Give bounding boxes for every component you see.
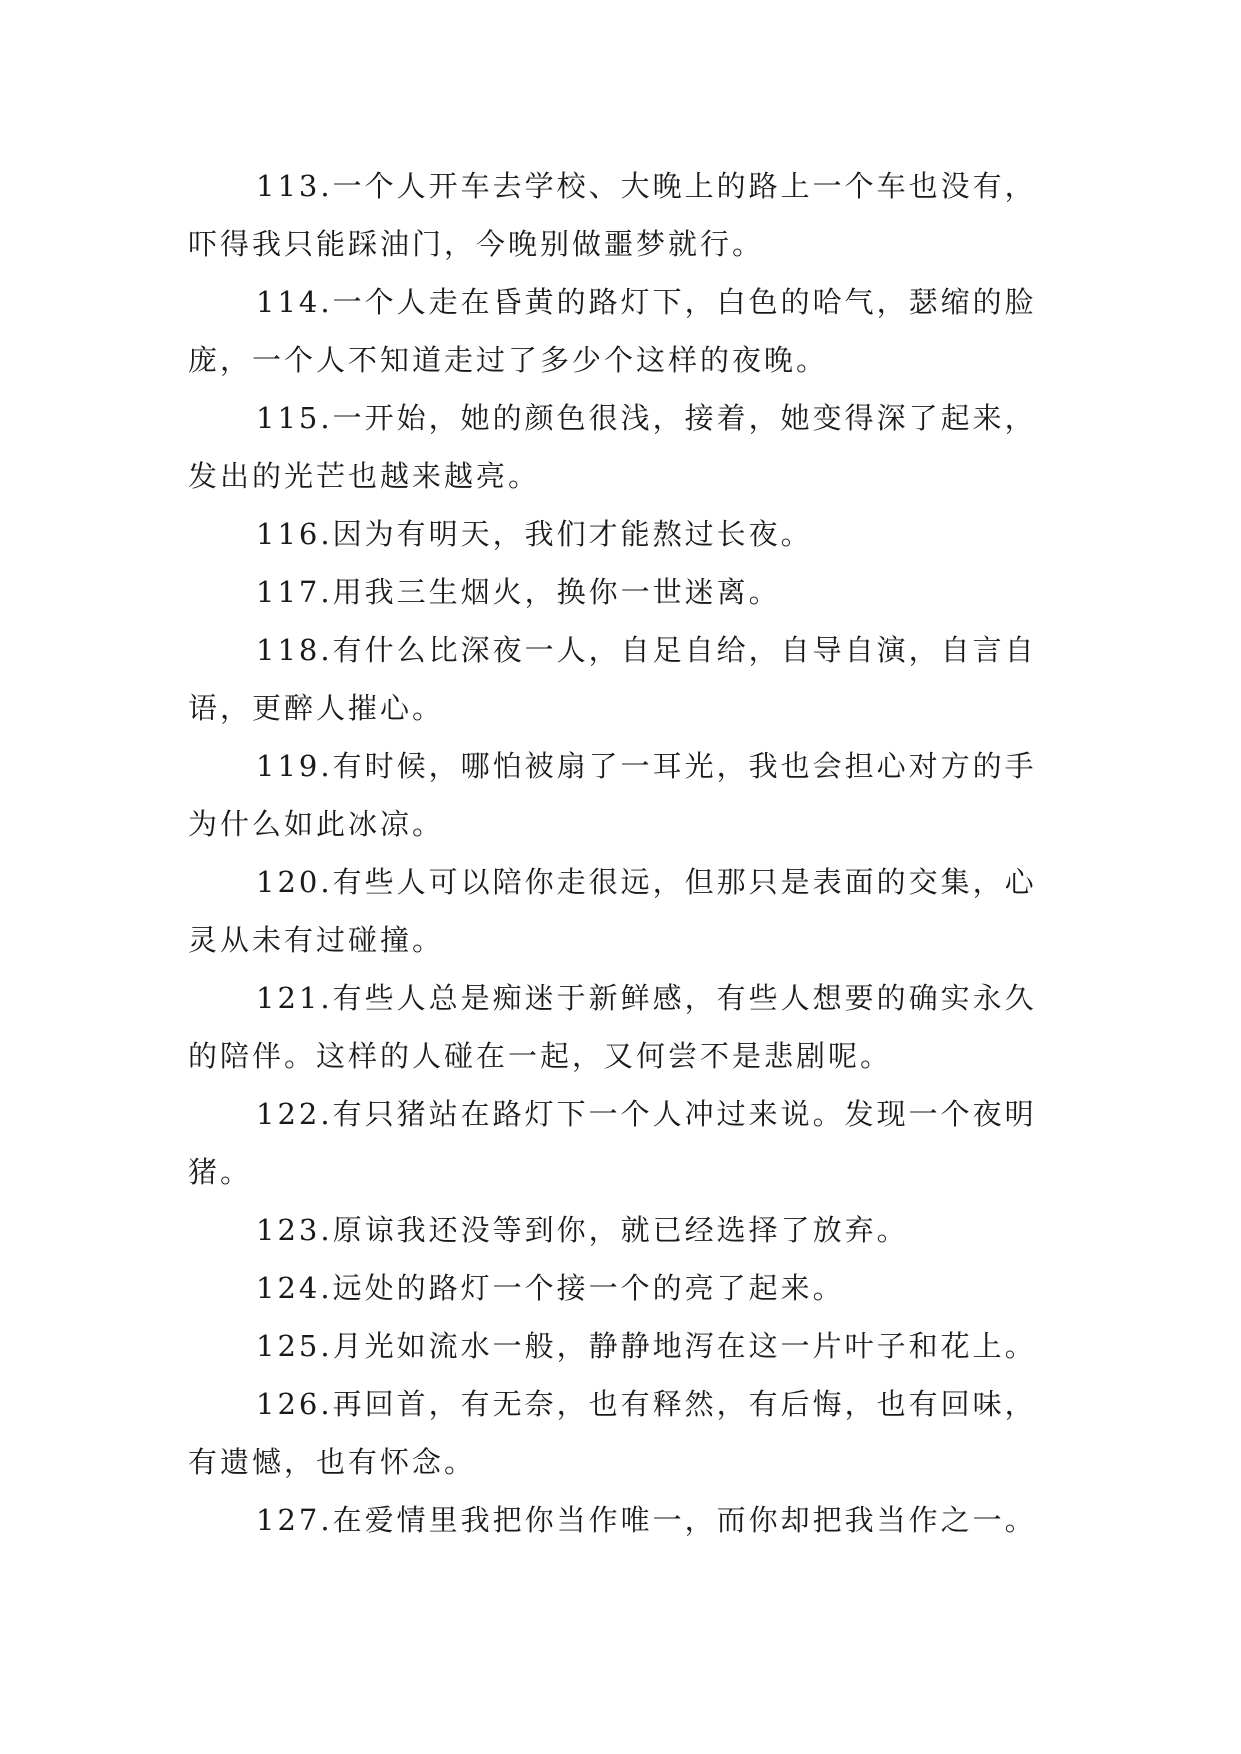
entry-text: 有些人可以陪你走很远，但那只是表面的交集，心灵从未有过碰撞。	[188, 865, 1037, 957]
quote-entry-117	[188, 563, 1068, 621]
entry-text: 有什么比深夜一人，自足自给，自导自演，自言自语，更醉人摧心。	[188, 633, 1037, 725]
quote-entry-126	[188, 1375, 1068, 1491]
entry-number: 123.	[256, 1213, 333, 1247]
quote-entry-121	[188, 969, 1068, 1085]
entry-text: 一个人开车去学校、大晚上的路上一个车也没有，吓得我只能踩油门，今晚别做噩梦就行。	[188, 169, 1037, 261]
quote-entry-124	[188, 1259, 1068, 1317]
entry-text: 一个人走在昏黄的路灯下，白色的哈气，瑟缩的脸庞，一个人不知道走过了多少个这样的夜晚。	[188, 285, 1037, 377]
entry-text: 有些人总是痴迷于新鲜感，有些人想要的确实永久的陪伴。这样的人碰在一起，又何尝不是悲剧呢。	[188, 981, 1037, 1073]
entry-text: 有只猪站在路灯下一个人冲过来说。发现一个夜明猪。	[188, 1097, 1037, 1189]
quote-entry-125	[188, 1317, 1068, 1375]
entry-number: 126.	[256, 1387, 333, 1421]
entry-number: 125.	[256, 1329, 333, 1363]
quote-entry-113	[188, 157, 1068, 273]
entry-text: 远处的路灯一个接一个的亮了起来。	[332, 1271, 845, 1305]
quote-entry-115	[188, 389, 1068, 505]
entry-number: 122.	[256, 1097, 333, 1131]
quote-entry-123	[188, 1201, 1068, 1259]
entry-number: 115.	[256, 401, 333, 435]
entry-number: 118.	[256, 633, 333, 667]
entry-number: 113.	[256, 169, 333, 203]
entry-number: 114.	[256, 285, 333, 319]
entry-text: 一开始，她的颜色很浅，接着，她变得深了起来，发出的光芒也越来越亮。	[188, 401, 1037, 493]
quote-entry-119	[188, 737, 1068, 853]
entry-text: 在爱情里我把你当作唯一，而你却把我当作之一。	[332, 1503, 1037, 1537]
entry-text: 有时候，哪怕被扇了一耳光，我也会担心对方的手为什么如此冰凉。	[188, 749, 1037, 841]
quote-entry-120	[188, 853, 1068, 969]
entry-text: 再回首，有无奈，也有释然，有后悔，也有回味，有遗憾，也有怀念。	[188, 1387, 1037, 1479]
entry-text: 原谅我还没等到你，就已经选择了放弃。	[332, 1213, 909, 1247]
quote-entry-122	[188, 1085, 1068, 1201]
quote-list	[188, 157, 1068, 1549]
quote-entry-127	[188, 1491, 1068, 1549]
entry-number: 127.	[256, 1503, 333, 1537]
quote-entry-116	[188, 505, 1068, 563]
entry-number: 121.	[256, 981, 333, 1015]
entry-text: 用我三生烟火，换你一世迷离。	[332, 575, 781, 609]
entry-number: 116.	[256, 517, 333, 551]
entry-number: 117.	[256, 575, 333, 609]
entry-number: 120.	[256, 865, 333, 899]
quote-entry-118	[188, 621, 1068, 737]
entry-text: 月光如流水一般，静静地泻在这一片叶子和花上。	[332, 1329, 1037, 1363]
entry-text: 因为有明天，我们才能熬过长夜。	[332, 517, 813, 551]
quote-entry-114	[188, 273, 1068, 389]
entry-number: 119.	[256, 749, 333, 783]
entry-number: 124.	[256, 1271, 333, 1305]
